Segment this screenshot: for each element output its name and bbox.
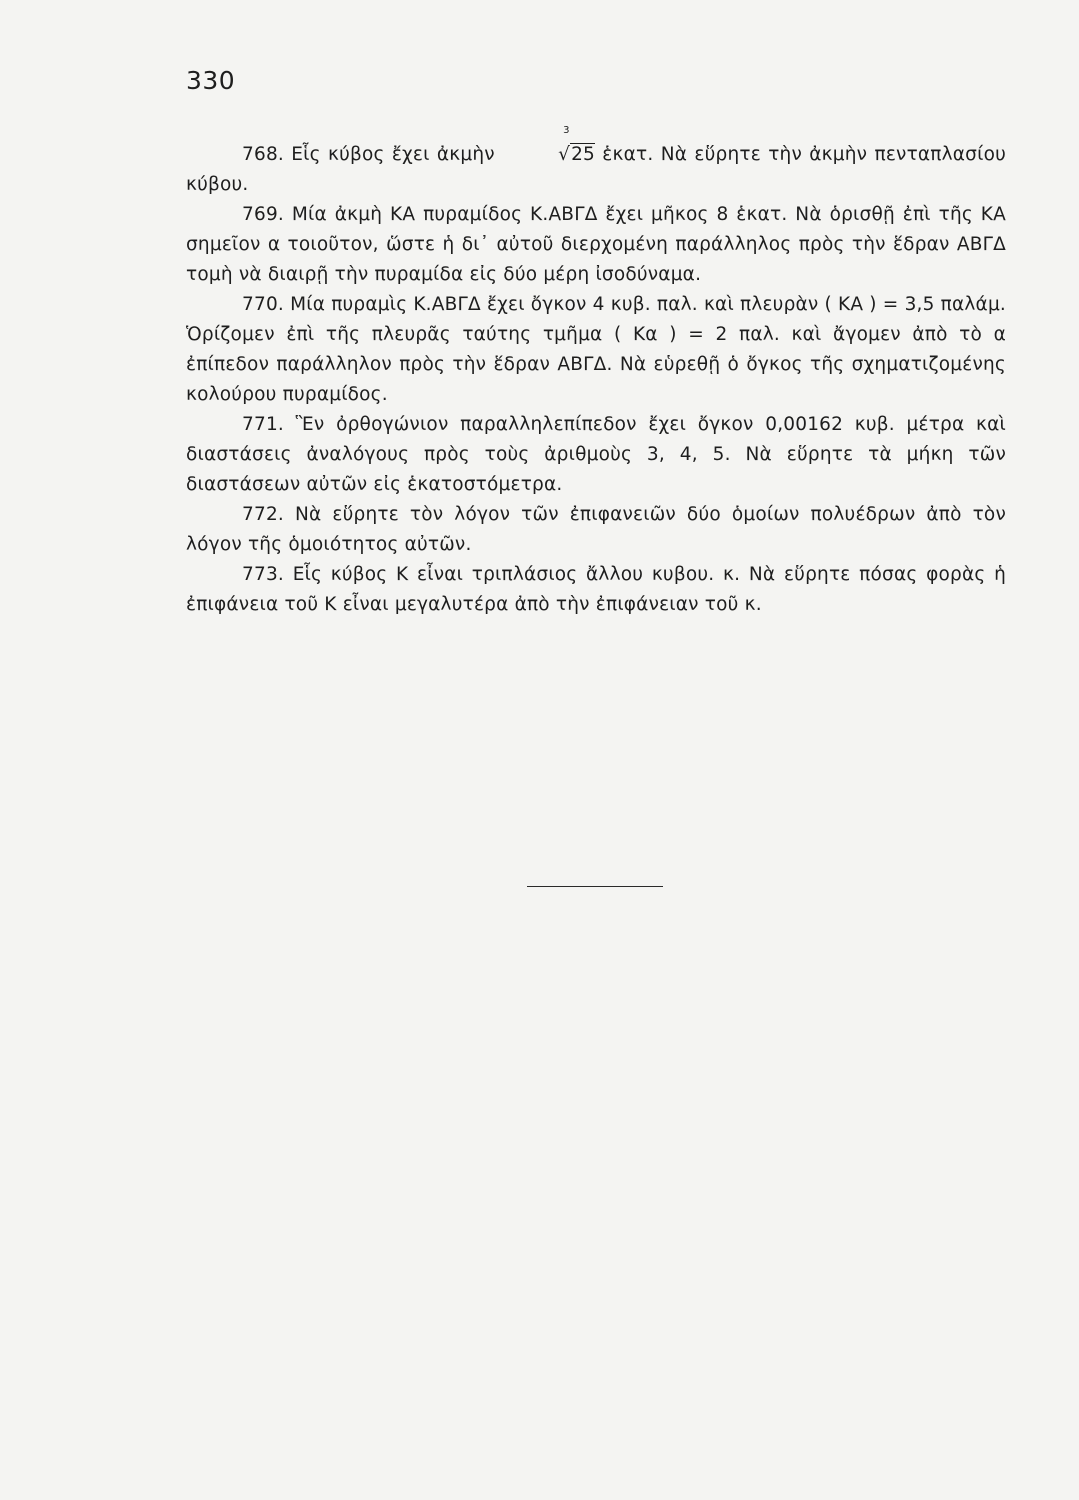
problem-list bbox=[186, 125, 1006, 620]
problem-number: 771. bbox=[242, 414, 284, 435]
problem-text: Μία πυραμὶς Κ.ΑΒΓΔ ἔχει ὄγκον 4 κυβ. παλ. καὶ πλευρὰν ( ΚΑ ) = 3,5 παλάμ. Ὁρίζομεν ἐπὶ τῆς πλευρᾶς ταύτης τμῆμα ( Κα ) = 2 παλ. καὶ ἄγομεν ἀπὸ τὸ α ἐπίπεδον παράλληλον πρὸς τὴν ἕδραν ΑΒΓΔ. Νὰ εὑρεθῇ ὁ ὄγκος τῆς σχηματιζομένης κολούρου πυραμίδος. bbox=[186, 294, 1006, 405]
problem-text-after-root: ἑκατ. Νὰ εὕρητε τὴν ἀκμὴν πενταπλασίου κύβου. bbox=[186, 144, 1006, 195]
problem-number: 770. bbox=[242, 294, 284, 315]
radical-sign: √ bbox=[558, 144, 571, 165]
problem-771 bbox=[186, 410, 1006, 500]
radicand: 25 bbox=[571, 144, 596, 165]
problem-769 bbox=[186, 200, 1006, 290]
problem-text-before-root: Εἷς κύβος ἔχει ἀκμὴν bbox=[291, 144, 503, 165]
page-number: 330 bbox=[186, 66, 236, 95]
problem-773 bbox=[186, 560, 1006, 620]
problem-number: 769. bbox=[242, 204, 284, 225]
problem-number: 773. bbox=[242, 564, 284, 585]
problem-text: Νὰ εὕρητε τὸν λόγον τῶν ἐπιφανειῶν δύο ὁμοίων πολυέδρων ἀπὸ τὸν λόγον τῆς ὁμοιότητος αὐτῶν. bbox=[186, 504, 1006, 555]
problem-772 bbox=[186, 500, 1006, 560]
problem-number: 772. bbox=[242, 504, 284, 525]
root-index: 3 bbox=[563, 125, 570, 136]
problem-text: Μία ἀκμὴ ΚΑ πυραμίδος Κ.ΑΒΓΔ ἔχει μῆκος 8 ἑκατ. Νὰ ὁρισθῇ ἐπὶ τῆς ΚΑ σημεῖον α τοιοῦτον, ὥστε ἡ δι᾿ αὐτοῦ διερχομένη παράλληλος πρὸς τὴν ἕδραν ΑΒΓΔ τομὴ νὰ διαιρῇ τὴν πυραμίδα εἰς δύο μέρη ἰσοδύναμα. bbox=[186, 204, 1006, 285]
section-divider bbox=[527, 886, 663, 887]
problem-text: Ἓν ὀρθογώνιον παραλληλεπίπεδον ἔχει ὄγκον 0,00162 κυβ. μέτρα καὶ διαστάσεις ἀναλόγους πρὸς τοὺς ἀριθμοὺς 3, 4, 5. Νὰ εὕρητε τὰ μήκη τῶν διαστάσεων αὐτῶν εἰς ἑκατοστόμετρα. bbox=[186, 414, 1006, 495]
problem-number: 768. bbox=[242, 144, 284, 165]
cube-root-expression bbox=[502, 125, 596, 170]
problem-768 bbox=[186, 125, 1006, 200]
problem-770 bbox=[186, 290, 1006, 410]
problem-text: Εἷς κύβος Κ εἶναι τριπλάσιος ἄλλου κυβου. κ. Νὰ εὕρητε πόσας φορὰς ἡ ἐπιφάνεια τοῦ Κ εἶναι μεγαλυτέρα ἀπὸ τὴν ἐπιφάνειαν τοῦ κ. bbox=[186, 564, 1006, 615]
